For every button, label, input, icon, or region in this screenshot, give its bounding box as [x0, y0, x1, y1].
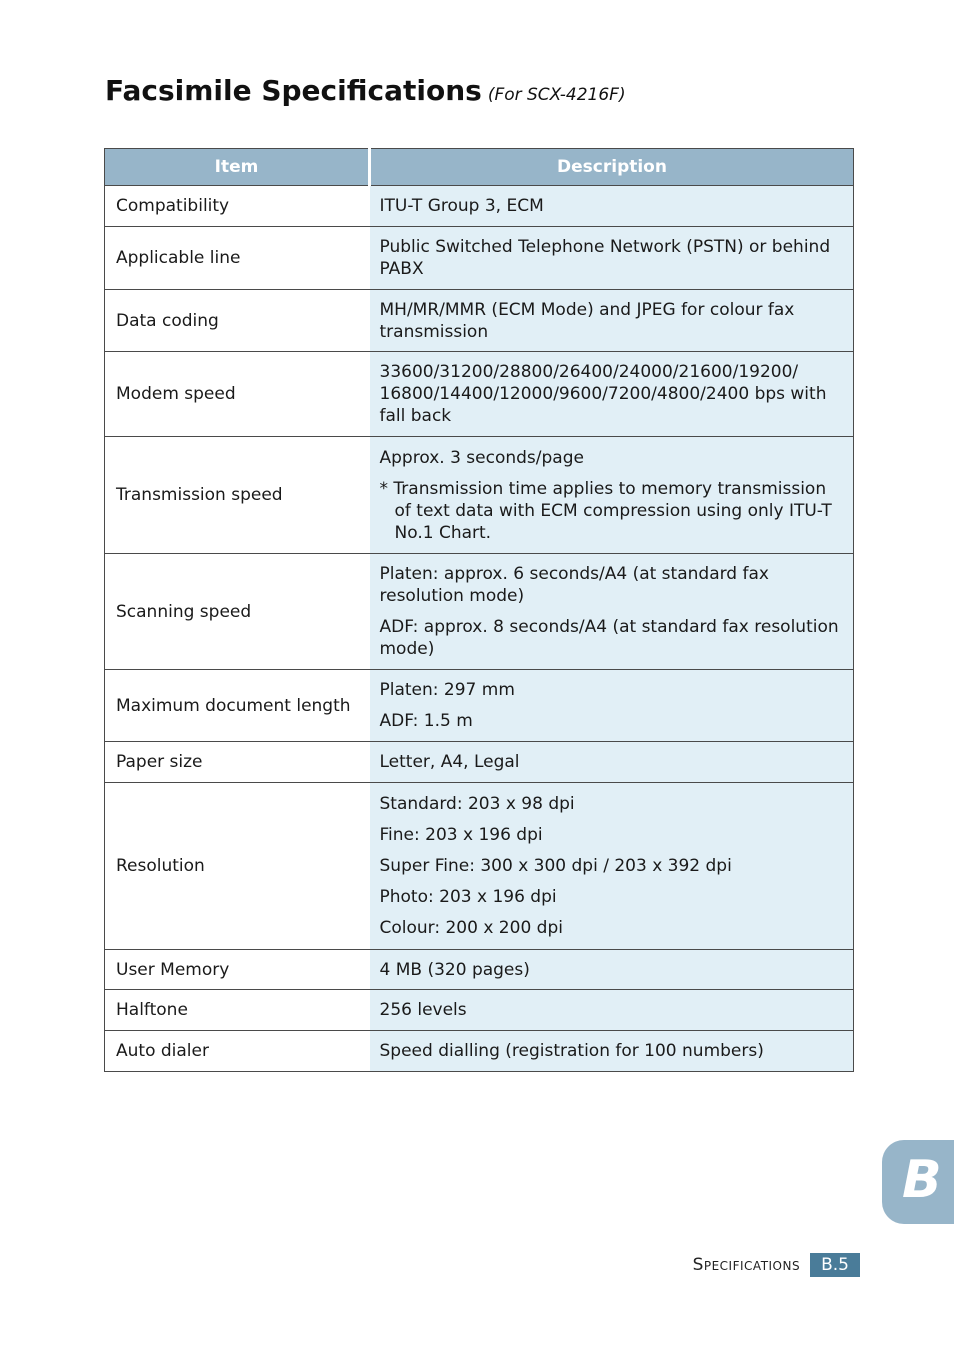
page-heading [105, 74, 626, 107]
cell-item: Paper size [105, 742, 370, 783]
cell-description [370, 742, 854, 783]
table-row [105, 990, 854, 1031]
cell-item: Applicable line [105, 227, 370, 290]
cell-description [370, 950, 854, 990]
cell-description [370, 1031, 854, 1072]
table-row [105, 554, 854, 670]
description-line: ADF: 1.5 m [379, 711, 473, 731]
description-line: ITU-T Group 3, ECM [379, 196, 544, 216]
description-line: 33600/31200/28800/26400/24000/21600/19200/ 16800/14400/12000/9600/7200/4800/2400 bps with fall back [379, 362, 827, 426]
description-line: Letter, A4, Legal [379, 752, 520, 772]
description-line: Platen: approx. 6 seconds/A4 (at standard fax resolution mode) [379, 564, 769, 606]
description-line: Platen: 297 mm [379, 680, 515, 700]
cell-item: User Memory [105, 950, 370, 990]
appendix-tab [882, 1140, 954, 1224]
cell-item: Transmission speed [105, 437, 370, 554]
table-row [105, 352, 854, 437]
cell-description [370, 783, 854, 950]
table-row [105, 670, 854, 742]
description-line: Public Switched Telephone Network (PSTN) or behind PABX [379, 237, 831, 279]
cell-item: Modem speed [105, 352, 370, 437]
description-line: MH/MR/MMR (ECM Mode) and JPEG for colour fax transmission [379, 299, 795, 342]
description-line: ADF: approx. 8 seconds/A4 (at standard fax resolution mode) [379, 617, 839, 659]
description-line: 4 MB (320 pages) [379, 959, 530, 980]
cell-description [370, 186, 854, 227]
table-row [105, 290, 854, 352]
table-row [105, 742, 854, 783]
cell-description [370, 670, 854, 742]
table-row [105, 950, 854, 990]
table-row [105, 186, 854, 227]
cell-description [370, 352, 854, 437]
cell-description [370, 227, 854, 290]
cell-description [370, 990, 854, 1031]
description-line: 256 levels [379, 1000, 467, 1020]
description-line: Super Fine: 300 x 300 dpi / 203 x 392 dpi [379, 856, 732, 876]
cell-item: Data coding [105, 290, 370, 352]
description-line: Photo: 203 x 196 dpi [379, 887, 557, 907]
page-subtitle: (For SCX-4216F) [487, 85, 626, 105]
description-note: * Transmission time applies to memory transmission of text data with ECM compression using only ITU-T No.1 Chart. [379, 478, 832, 543]
table-row [105, 1031, 854, 1072]
cell-item: Scanning speed [105, 554, 370, 670]
cell-item: Auto dialer [105, 1031, 370, 1072]
cell-item: Halftone [105, 990, 370, 1031]
cell-item: Maximum document length [105, 670, 370, 742]
cell-item: Resolution [105, 783, 370, 950]
description-line: Approx. 3 seconds/page [379, 447, 584, 468]
cell-item: Compatibility [105, 186, 370, 227]
appendix-tab-letter: B [902, 1150, 942, 1210]
spec-table [104, 148, 854, 1072]
description-line: Fine: 203 x 196 dpi [379, 825, 543, 845]
table-header-row [105, 149, 854, 186]
footer-section-label: Specifications [692, 1255, 801, 1275]
column-header-description: Description [370, 149, 854, 186]
cell-description [370, 290, 854, 352]
cell-description [370, 437, 854, 554]
table-row [105, 783, 854, 950]
description-line: Standard: 203 x 98 dpi [379, 794, 575, 814]
table-row [105, 437, 854, 554]
description-line: Speed dialling (registration for 100 numbers) [379, 1041, 764, 1061]
page-footer [693, 1253, 860, 1277]
table-row [105, 227, 854, 290]
description-line: Colour: 200 x 200 dpi [379, 918, 563, 938]
cell-description [370, 554, 854, 670]
page-number-badge: B.5 [810, 1253, 860, 1277]
page-title: Facsimile Specifications [105, 74, 482, 107]
column-header-item: Item [105, 149, 370, 186]
